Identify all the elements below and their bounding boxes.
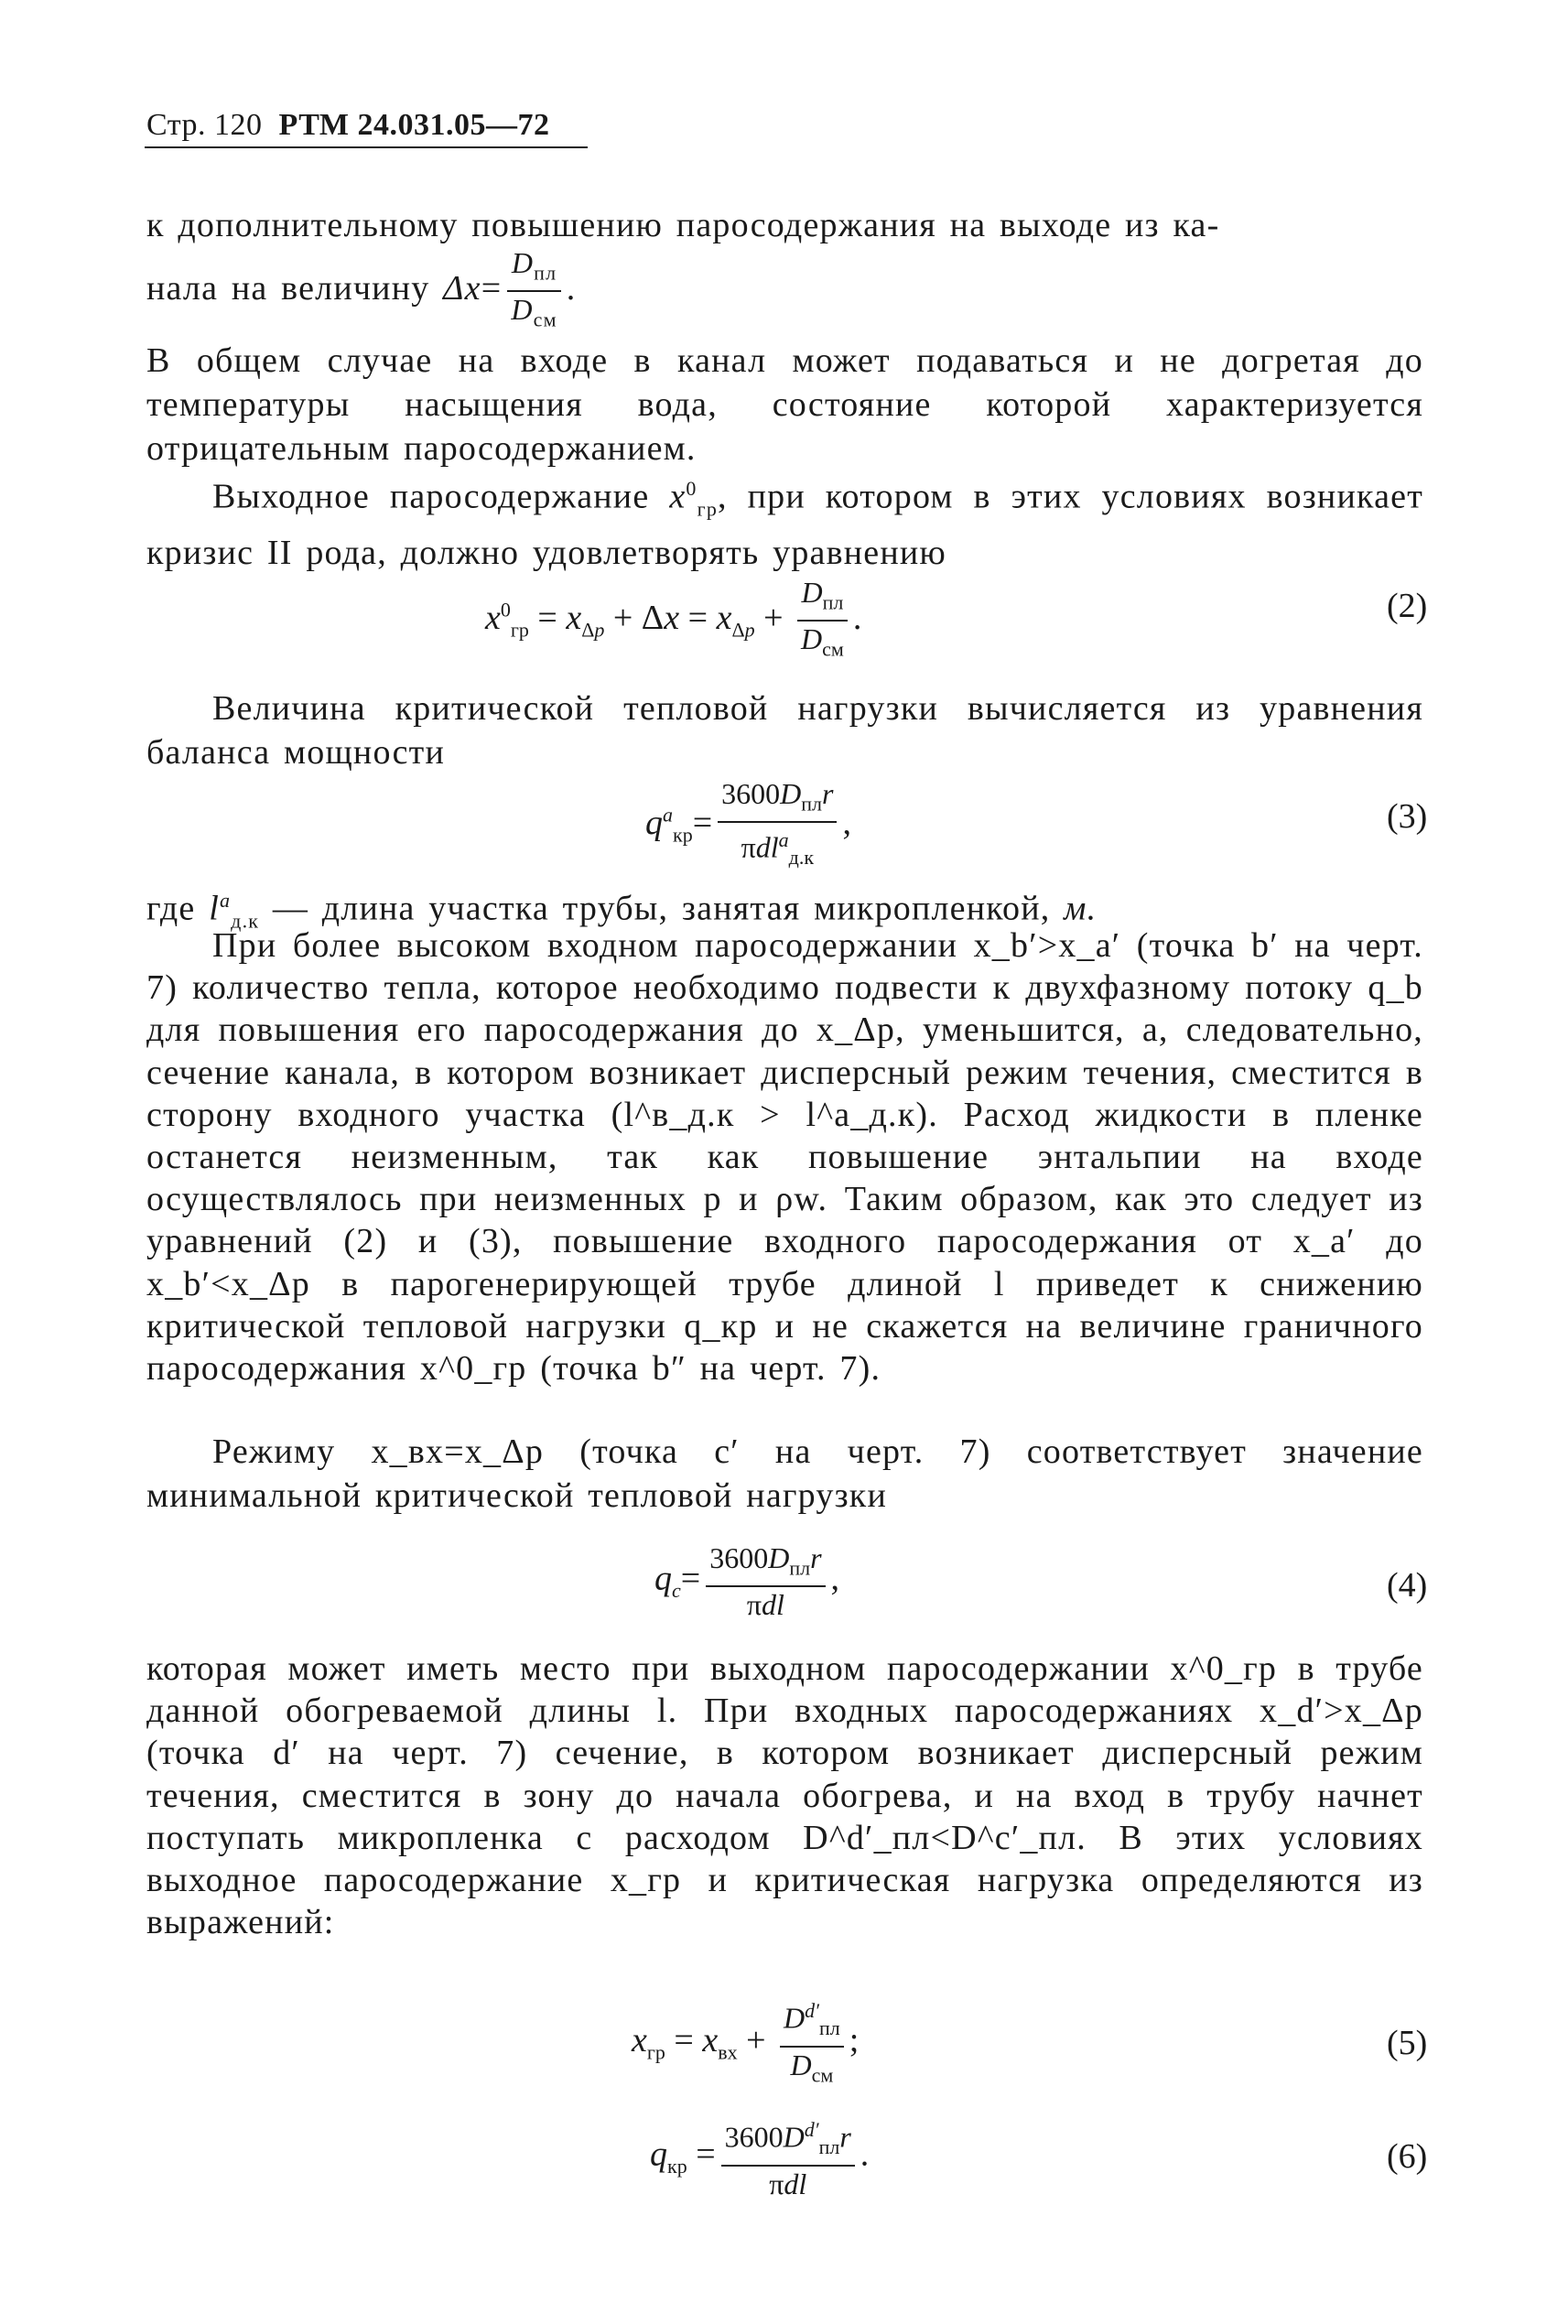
document-code: РТМ 24.031.05—72 <box>278 108 550 142</box>
where-line: где $l^a_{д.к}$ — длина участка трубы, занятая микропленкой, м. <box>146 889 1098 933</box>
equation-5: $x_{гр} = x_{вх}$ + $\frac{D^{d'}_{пл}}{D_{см}}$ ; <box>632 1995 859 2091</box>
paragraph-7: которая может иметь место при выходном паросодержании x^0_гр в трубе данной обогреваемой длины l. При входных паросодержаниях x_d′>x_Δp (точка d′ на черт. 7) сечение, в котором возникает дисперсный режим течения, сместится в зону до начала обогрева, и на вход в трубу начнет поступать микропленка с расходом D^d′_пл<D^c′_пл. В этих условиях выходное паросодержание x_гр и критическая нагрузка определяются из выражений: <box>146 1649 1423 1942</box>
equation-3: $q^a_{кр}=$ $\frac{3600D_{пл}r}{\pi dl^a_{д.к}}$ , <box>645 777 851 870</box>
paragraph-4: Величина критической тепловой нагрузки вычисляется из уравнения баланса мощности <box>146 689 1423 772</box>
equation-number-4: (4) <box>1387 1566 1428 1605</box>
equation-number-2: (2) <box>1387 587 1428 625</box>
equation-number-6: (6) <box>1387 2137 1428 2176</box>
paragraph-3: Выходное паросодержание $x^0_{гр}$, при котором в этих условиях возникает кризис II рода, должно удовлетворять уравнению <box>146 477 1424 573</box>
equation-4: $q_c=$ $\frac{3600D_{пл}r}{\text{πdl}}$ , <box>654 1541 840 1622</box>
page-header <box>146 108 550 143</box>
header-rule <box>145 146 588 148</box>
page-number: Стр. 120 <box>146 108 263 142</box>
equation-2: $x^0_{гр} = x_{\Delta p} + \Delta x = x_{\Delta p}$ + $\frac{D_{пл}}{D_{см}}$ . <box>485 576 862 661</box>
equation-number-3: (3) <box>1387 797 1428 836</box>
paragraph-6: Режиму x_вх=x_Δp (точка c′ на черт. 7) соответствует значение минимальной критической тепловой нагрузки <box>146 1432 1423 1515</box>
paragraph-5: При более высоком входном паросодержании x_b′>x_a′ (точка b′ на черт. 7) количество тепла, которое необходимо подвести к двухфазному потоку q_b для повышения его паросодержания до x_Δp, уменьшится, а, следовательно, сечение канала, в котором возникает дисперсный режим течения, сместится в сторону входного участка (l^в_д.к > l^a_д.к). Расход жидкости в пленке останется неизменным, так как повышение энтальпии на входе осуществлялось при неизменных p и ρw. Таким образом, как это следует из уравнений (2) и (3), повышение входного паросодержания от x_a′ до x_b′<x_Δp в парогенерирующей трубе длиной l приведет к снижению критической тепловой нагрузки q_кр и не скажется на величине граничного паросодержания x^0_гр (точка b″ на черт. 7). <box>146 926 1423 1389</box>
equation-number-5: (5) <box>1387 2024 1428 2062</box>
paragraph-1: к дополнительному повышению паросодержания на выходе из ка- нала на величину Δx= $\frac{D_{пл}}{D_{см}}$ . <box>146 206 1220 331</box>
equation-6: $q_{кр}$ = $\frac{3600D^{d'}_{пл}r}{\text{πdl}}$ . <box>650 2114 869 2200</box>
paragraph-2: В общем случае на входе в канал может подаваться и не догретая до температуры насыщения вода, состояние которой характеризуется отрицательным паросодержанием. <box>146 341 1423 468</box>
